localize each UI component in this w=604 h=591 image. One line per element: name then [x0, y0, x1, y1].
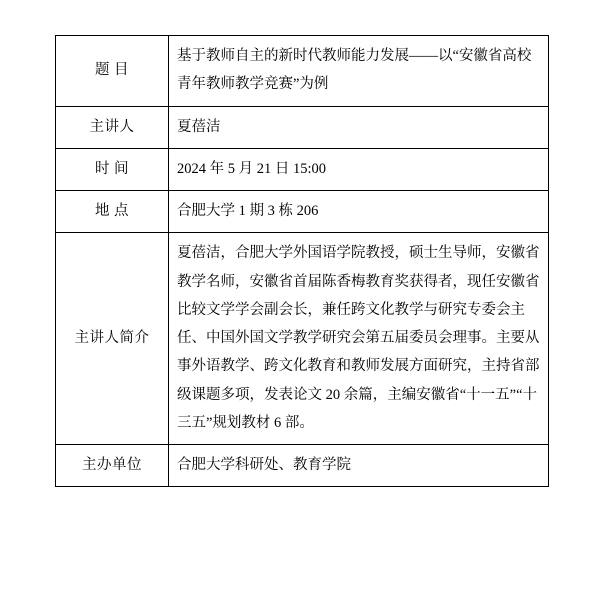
table-row-topic	[56, 36, 549, 107]
label-organizer: 主办单位	[56, 445, 169, 487]
value-location: 合肥大学 1 期 3 栋 206	[169, 191, 549, 233]
label-speaker: 主讲人	[56, 106, 169, 148]
value-time: 2024 年 5 月 21 日 15:00	[169, 148, 549, 190]
value-speaker: 夏蓓洁	[169, 106, 549, 148]
value-organizer: 合肥大学科研处、教育学院	[169, 445, 549, 487]
table-row-location	[56, 191, 549, 233]
value-speaker-bio: 夏蓓洁，合肥大学外国语学院教授，硕士生导师，安徽省教学名师，安徽省首届陈香梅教育奖获得者，现任安徽省比较文学学会副会长，兼任跨文化教学与研究专委会主任、中国外国文学教学研究会第五届委员会理事。主要从事外语教学、跨文化教育和教师发展方面研究，主持省部级课题多项，发表论文 20 余篇，主编安徽省“十一五”“十三五”规划教材 6 部。	[169, 233, 549, 445]
table-row-speaker-bio	[56, 233, 549, 445]
value-topic: 基于教师自主的新时代教师能力发展——以“安徽省高校青年教师教学竞赛”为例	[169, 36, 549, 107]
table-row-organizer	[56, 445, 549, 487]
table-row-time	[56, 148, 549, 190]
label-topic: 题 目	[56, 36, 169, 107]
label-time: 时 间	[56, 148, 169, 190]
label-speaker-bio: 主讲人简介	[56, 233, 169, 445]
label-location: 地 点	[56, 191, 169, 233]
table-row-speaker	[56, 106, 549, 148]
lecture-info-table-wrap	[55, 35, 549, 487]
lecture-info-table	[55, 35, 549, 487]
